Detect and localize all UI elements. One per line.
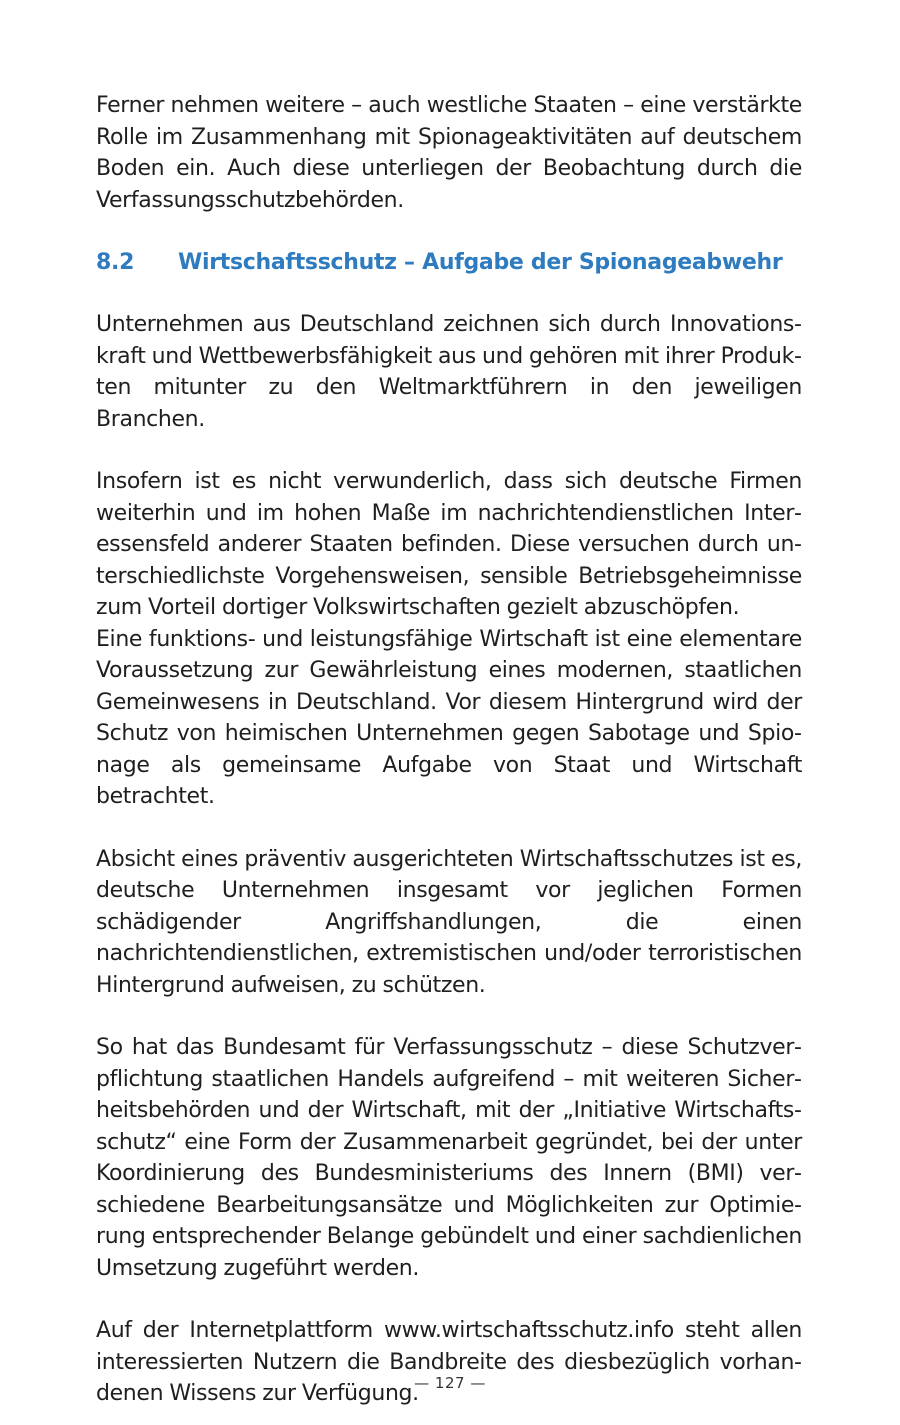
section-number: 8.2 (96, 250, 135, 275)
page-number: — 127 — (414, 1374, 486, 1392)
paragraph-intro: Ferner nehmen weitere – auch westliche Staaten – eine verstärkte Rolle im Zusammenhang mit Spionageaktivitäten auf deutschem Boden ein. Auch diese unterliegen der Beobachtung durch die Verfassungsschutzbehörden. (96, 93, 802, 213)
paragraph-1: Unternehmen aus Deutschland zeichnen sich durch Innovationskraft und Wettbewerbsfähigkeit aus und gehören mit ihrer Produkten mitunter zu den Weltmarktführern in den jeweiligen Branchen. (96, 312, 802, 432)
paragraph-2: Insofern ist es nicht verwunderlich, dass sich deutsche Firmen weiterhin und im hohen Maße im nachrichtendienstlichen Interessensfeld anderer Staaten befinden. Diese versuchen durch unterschiedlichste Vorgehensweisen, sensible Betriebsgeheimnisse zum Vorteil dortiger Volkswirtschaften gezielt abzuschöpfen. (96, 469, 802, 620)
section-title: Wirtschaftsschutz – Aufgabe der Spionageabwehr (178, 250, 783, 275)
section-heading (96, 248, 802, 278)
page-body (96, 90, 802, 1410)
paragraph-5: So hat das Bundesamt für Verfassungsschutz – diese Schutzverpflichtung staatlichen Handels aufgreifend – mit weiteren Sicherheitsbehörden und der Wirtschaft, mit der „Initiative Wirtschaftsschutz“ eine Form der Zusammenarbeit gegründet, bei der unter Koordinierung des Bundesministeriums des Innern (BMI) verschiedene Bearbeitungsansätze und Möglichkeiten zur Optimierung entsprechender Belange gebündelt und einer sachdienlichen Umsetzung zugeführt werden. (96, 1035, 802, 1281)
paragraph-6: Auf der Internetplattform www.wirtschaftsschutz.info steht allen interessierten Nutzern die Bandbreite des diesbezüglich vorhandenen Wissens zur Verfügung. (96, 1318, 802, 1406)
paragraph-4: Absicht eines präventiv ausgerichteten Wirtschaftsschutzes ist es, deutsche Unternehmen insgesamt vor jeglichen Formen schädigender Angriffshandlungen, die einen nachrichtendienstlichen, extremistischen und/oder terroristischen Hintergrund aufweisen, zu schützen. (96, 846, 802, 998)
paragraph-3: Eine funktions- und leistungsfähige Wirtschaft ist eine elementare Voraussetzung zur Gewährleistung eines modernen, staatlichen Gemeinwesens in Deutschland. Vor diesem Hintergrund wird der Schutz von heimischen Unternehmen gegen Sabotage und Spionage als gemeinsame Aufgabe von Staat und Wirtschaft betrachtet. (96, 626, 802, 809)
